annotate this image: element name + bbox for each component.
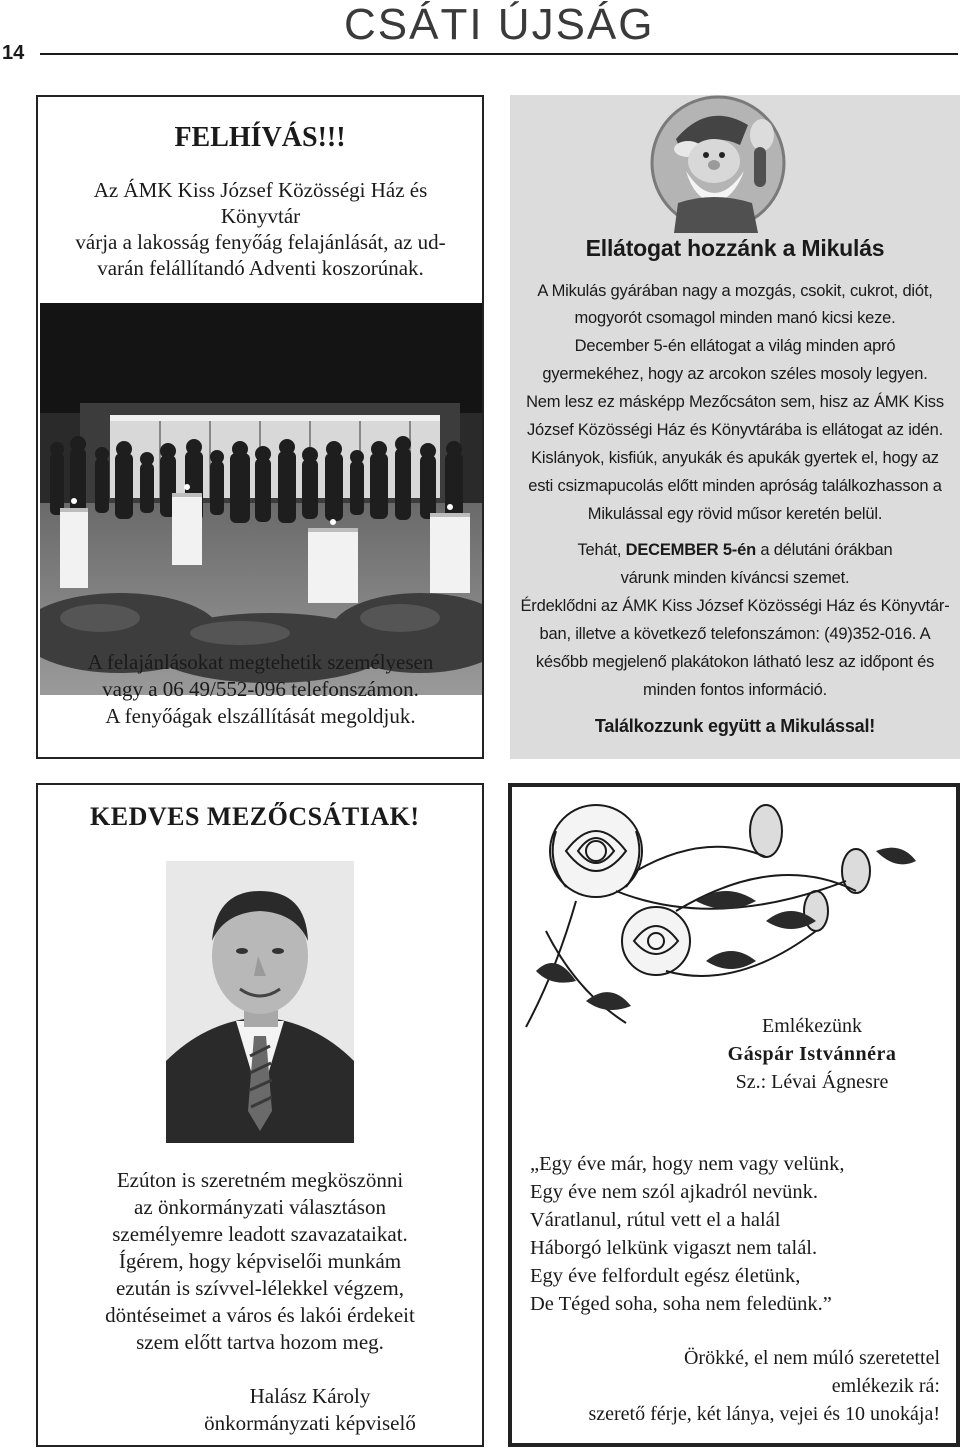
emlek-closing-line: Örökké, el nem múló szeretettel [683, 1347, 940, 1369]
felhivas-title: FELHÍVÁS!!! [174, 122, 346, 153]
emlek-poem-line: Váratlanul, rútul vett el a halál [530, 1209, 781, 1231]
mikulas-line: December 5-én ellátogat a világ minden apró [574, 337, 896, 355]
emlek-poem-line: „Egy éve már, hogy nem vagy velünk, [530, 1153, 845, 1175]
emlekezunk-box [508, 783, 960, 1447]
mikulas-line: József Közösségi Ház és Könyvtárába is ellátogat az idén. [526, 421, 943, 439]
mikulas-line: Nem lesz ez másképp Mezőcsáton sem, hisz az ÁMK Kiss [526, 393, 944, 411]
mikulas-line: mogyorót csomagol minden manó kicsi keze. [574, 309, 896, 327]
felhivas-intro-line: Az ÁMK Kiss József Közösségi Ház és [93, 178, 428, 202]
kedves-title: KEDVES MEZŐCSÁTIAK! [90, 802, 420, 831]
kedves-line: Ígérem, hogy képviselői munkám [118, 1249, 402, 1273]
mikulas-line: várunk minden kíváncsi szemet. [620, 569, 850, 587]
page-number: 14 [2, 42, 25, 64]
felhivas-intro-line: Könyvtár [220, 204, 301, 228]
mikulas-box [510, 95, 960, 759]
felhivas-box [36, 95, 484, 759]
emlek-closing-line: szerető férje, két lánya, vejei és 10 unokája! [588, 1403, 940, 1425]
kedves-line: személyemre leadott szavazataikat. [112, 1222, 408, 1246]
kedves-line: döntéseimet a város és lakói érdekeit [105, 1303, 415, 1327]
roses-illustration [516, 791, 926, 1031]
mikulas-line: minden fontos információ. [643, 681, 827, 699]
advent-photo [40, 303, 482, 695]
mikulas-line: Kislányok, kisfiúk, anyukák és apukák gyertek el, hogy az [531, 449, 939, 467]
felhivas-intro-line: várja a lakosság fenyőág felajánlását, az ud- [75, 230, 446, 254]
masthead-title: CSÁTI ÚJSÁG [344, 0, 655, 49]
emlek-name: Gáspár Istvánnéra [727, 1043, 897, 1065]
emlek-poem-line: Háborgó lelkünk vigaszt nem talál. [530, 1237, 818, 1259]
mikulas-line: ban, illetve a következő telefonszámon: (49)352-016. A [539, 625, 931, 643]
mikulas-closing: Találkozzunk együtt a Mikulással! [594, 716, 876, 736]
portrait-photo [166, 861, 354, 1143]
kedves-line: az önkormányzati választáson [134, 1195, 386, 1219]
mikulas-date-line: Tehát, DECEMBER 5-én a délutáni órákban [577, 541, 893, 559]
felhivas-intro-line: varán felállítandó Adventi koszorúnak. [97, 256, 424, 280]
mikulas-date-bold: DECEMBER 5-én [625, 541, 756, 559]
mikulas-line: Mikulással egy rövid műsor keretén belül. [587, 505, 883, 523]
mikulas-line: később megjelenő plakátokon látható lesz az időpont és [535, 653, 935, 671]
mikulas-line: esti csizmapucolás előtt minden apróság találkozhasson a [528, 477, 942, 495]
emlek-poem-line: Egy éve felfordult egész életünk, [530, 1265, 801, 1287]
mikulas-line: gyermekéhez, hogy az arcokon széles mosoly legyen. [542, 365, 928, 383]
kedves-box [36, 783, 484, 1447]
felhivas-outro-line: vagy a 06 49/552-096 telefonszámon. [102, 677, 419, 701]
mikulas-line: Érdeklődni az ÁMK Kiss József Közösségi Ház és Könyvtár- [520, 597, 950, 615]
mikulas-line: A Mikulás gyárában nagy a mozgás, csokit, cukrot, diót, [537, 282, 933, 300]
emlek-maiden-name: Sz.: Lévai Ágnesre [735, 1071, 889, 1093]
kedves-signature-title: önkormányzati képviselő [204, 1411, 416, 1435]
emlek-closing-line: emlékezik rá: [831, 1375, 940, 1397]
felhivas-outro-line: A felajánlásokat megtehetik személyesen [87, 650, 434, 674]
header-rule [40, 53, 958, 55]
santa-figure-icon [648, 95, 788, 235]
mikulas-title: Ellátogat hozzánk a Mikulás [585, 235, 885, 261]
kedves-line: ezután is szívvel-lélekkel végzem, [115, 1276, 405, 1300]
emlek-line: Emlékezünk [762, 1015, 862, 1037]
kedves-line: Ezúton is szeretném megköszönni [116, 1168, 404, 1192]
emlek-poem-line: De Téged soha, soha nem feledünk.” [530, 1293, 832, 1315]
kedves-line: szem előtt tartva hozom meg. [136, 1330, 384, 1354]
felhivas-outro-line: A fenyőágak elszállítását megoldjuk. [105, 704, 416, 728]
emlek-poem-line: Egy éve nem szól ajkadról nevünk. [530, 1181, 819, 1203]
kedves-signature-name: Halász Károly [249, 1384, 371, 1408]
